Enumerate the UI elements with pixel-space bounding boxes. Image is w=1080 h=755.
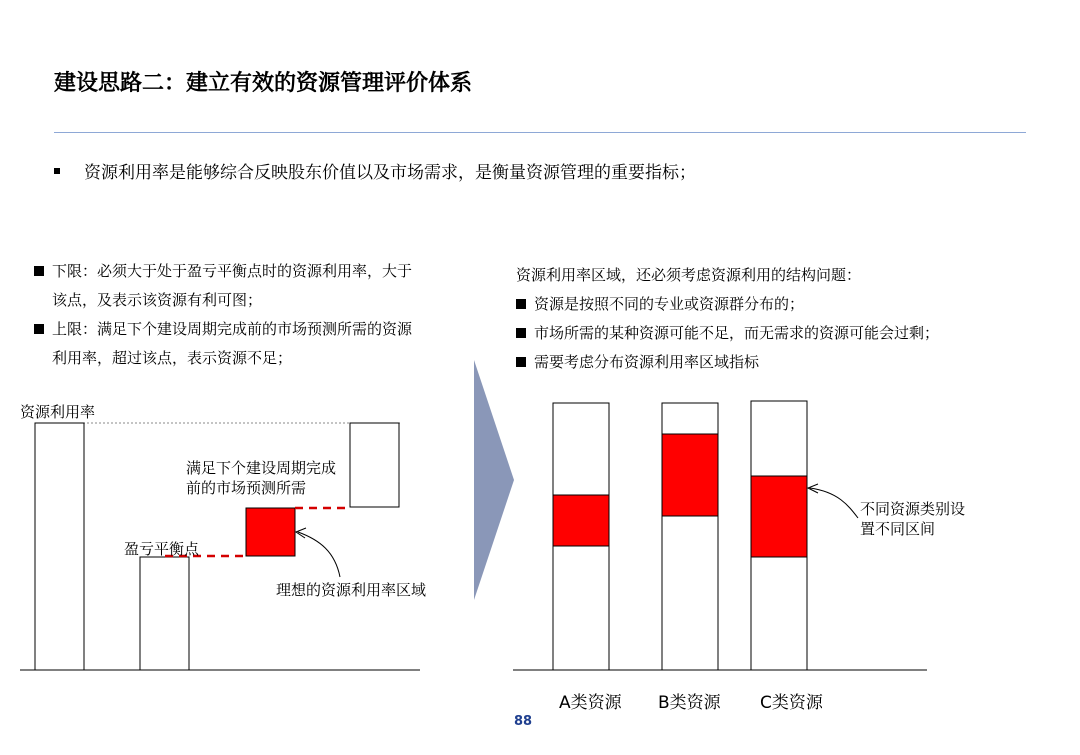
range-callout-line-text: 不同资源类别设 bbox=[860, 500, 966, 518]
range-callout-line-text: 置不同区间 bbox=[860, 520, 936, 538]
upper-limit-label bbox=[186, 458, 336, 498]
left-point-text: 该点，及表示该资源有利可图； bbox=[52, 291, 263, 309]
upper-limit-label-line: 满足下个建设周期完成 bbox=[186, 459, 337, 477]
intro-text: 资源利用率是能够综合反映股东价值以及市场需求，是衡量资源管理的重要指标； bbox=[84, 163, 696, 183]
page-title: 建设思路二：建立有效的资源管理评价体系 bbox=[54, 71, 473, 96]
category-label-c: C类资源 bbox=[760, 693, 823, 713]
right-point-text: 需要考虑分布资源利用率区域指标 bbox=[534, 353, 760, 371]
breakeven-label: 盈亏平衡点 bbox=[124, 540, 200, 558]
resource-range-a bbox=[553, 495, 609, 546]
resource-range-c bbox=[751, 476, 807, 557]
transition-arrow-icon bbox=[474, 360, 514, 600]
left-point-text: 上限：满足下个建设周期完成前的市场预测所需的资源 bbox=[52, 320, 413, 338]
upper-limit-label-line: 前的市场预测所需 bbox=[186, 479, 307, 497]
right-point-text: 市场所需的某种资源可能不足，而无需求的资源可能会过剩； bbox=[534, 324, 940, 342]
full-utilization-bar bbox=[35, 423, 84, 670]
left-point-text: 利用率，超过该点，表示资源不足； bbox=[52, 349, 293, 367]
range-callout-label bbox=[860, 499, 965, 539]
right-point-text: 资源是按照不同的专业或资源群分布的； bbox=[534, 295, 805, 313]
ideal-zone-box bbox=[246, 508, 295, 556]
right-header: 资源利用率区域，还必须考虑资源利用的结构问题： bbox=[516, 266, 862, 284]
upper-limit-box bbox=[350, 423, 399, 507]
resource-range-b bbox=[662, 434, 718, 516]
ideal-zone-label: 理想的资源利用率区域 bbox=[276, 581, 427, 599]
breakeven-bar bbox=[140, 557, 189, 670]
category-label-b: B类资源 bbox=[658, 693, 721, 713]
left-point-text: 下限：必须大于处于盈亏平衡点时的资源利用率，大于 bbox=[52, 262, 413, 280]
axis-label: 资源利用率 bbox=[20, 403, 96, 421]
category-label-a: A类资源 bbox=[559, 693, 622, 713]
zone-callout-line bbox=[298, 532, 340, 577]
page-number: 88 bbox=[514, 714, 533, 729]
